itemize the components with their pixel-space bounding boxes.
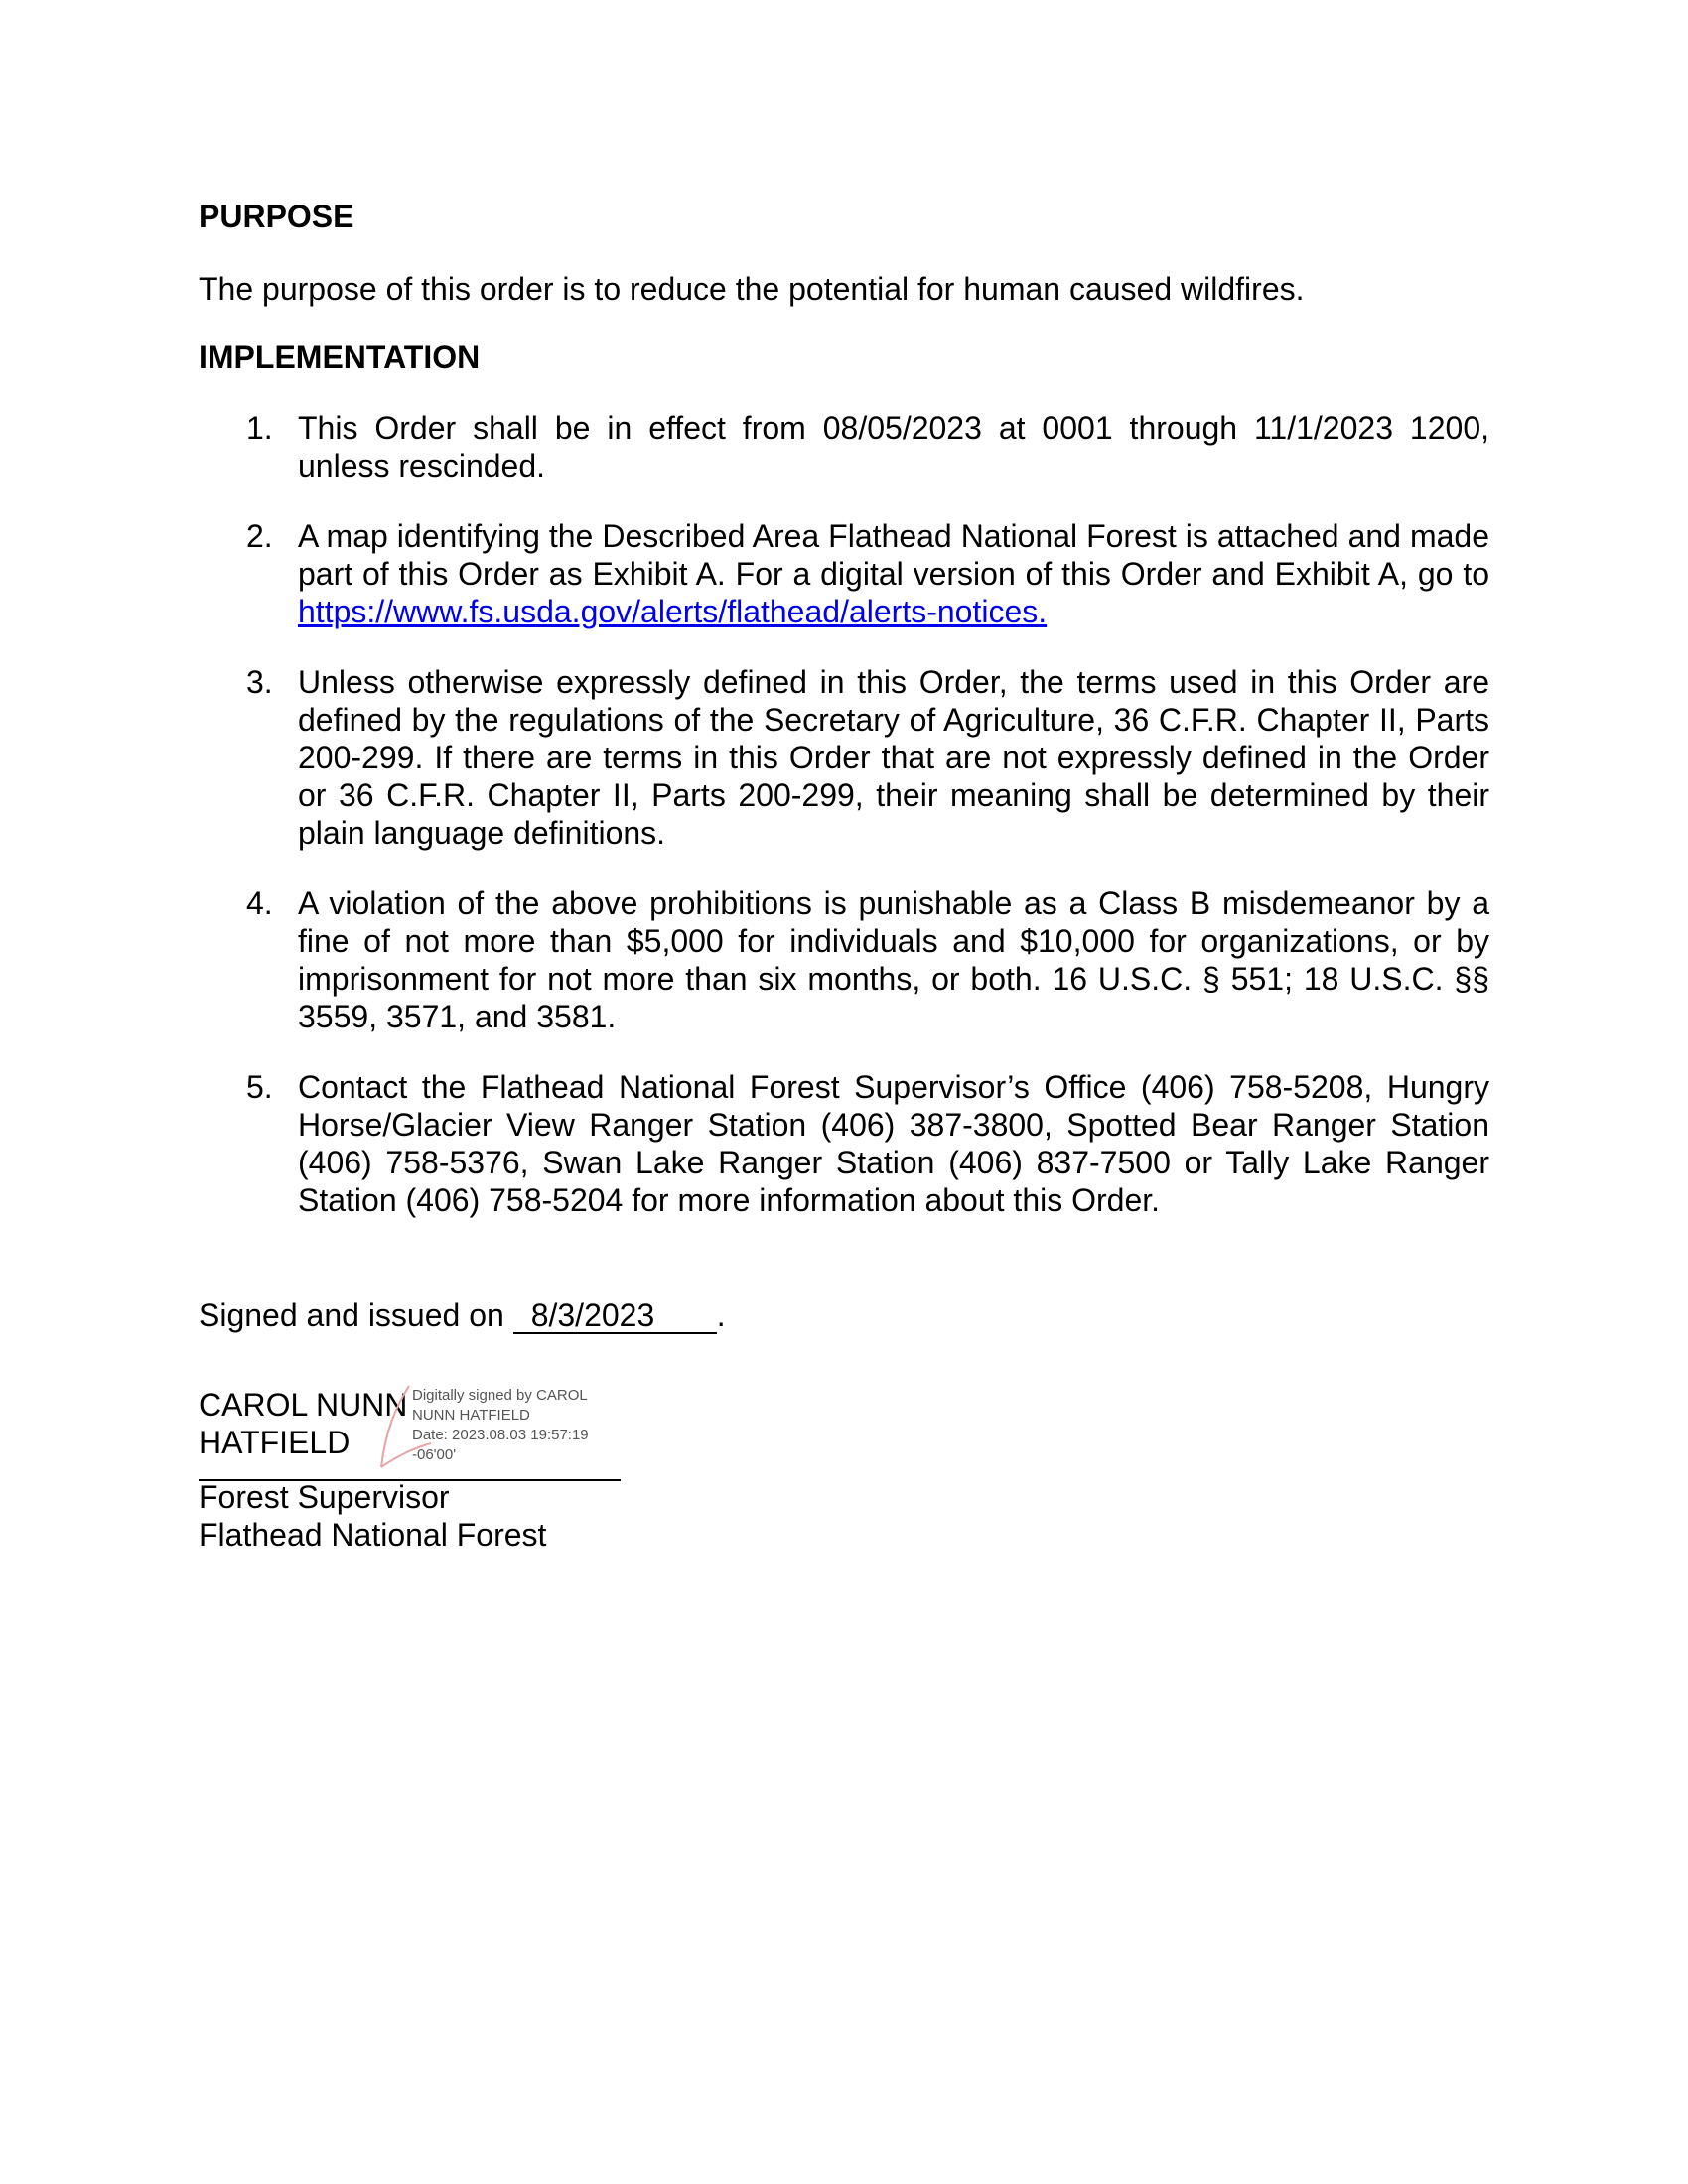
signer-title-block	[199, 1478, 546, 1554]
list-item-number: 4.	[246, 886, 273, 921]
implementation-heading: IMPLEMENTATION	[199, 340, 481, 375]
signed-label: Signed and issued on	[199, 1297, 504, 1333]
signer-name-line2: HATFIELD	[199, 1425, 351, 1460]
list-item-text: Contact the Flathead National Forest Supervisor’s Office (406) 758-5208, Hungry Horse/Glacier View Ranger Station (406) 387-3800, Spotted Bear Ranger Station (406) 758-5376, Swan Lake Ranger Station (406) 837-7500 or Tally Lake Ranger Station (406) 758-5204 for more information about this Order.	[298, 1069, 1489, 1218]
digital-signature-line1: Digitally signed by CAROL	[412, 1387, 588, 1404]
signer-name-line1: CAROL NUNN	[199, 1387, 408, 1423]
signed-suffix: .	[716, 1297, 726, 1333]
purpose-text: The purpose of this order is to reduce the potential for human caused wildfires.	[199, 271, 1305, 307]
list-item-text: A map identifying the Described Area Flathead National Forest is attached and made part of this Order as Exhibit A. For a digital version of this Order and Exhibit A, go to	[298, 518, 1489, 592]
list-item-number: 5.	[246, 1069, 273, 1105]
signed-issued-line	[199, 1297, 726, 1334]
list-item-number: 3.	[246, 664, 273, 700]
list-item	[199, 1068, 1489, 1219]
list-item-text: Unless otherwise expressly defined in this Order, the terms used in this Order are defined by the regulations of the Secretary of Agriculture, 36 C.F.R. Chapter II, Parts 200-299. If there are terms in this Order that are not expressly defined in the Order or 36 C.F.R. Chapter II, Parts 200-299, their meaning shall be determined by their plain language definitions.	[298, 664, 1489, 851]
signed-date: 8/3/2023	[513, 1298, 717, 1334]
list-item	[199, 663, 1489, 852]
digital-signature-line3: Date: 2023.08.03 19:57:19	[412, 1427, 589, 1443]
digital-signature-details	[412, 1386, 626, 1465]
digital-signature-line2: NUNN HATFIELD	[412, 1407, 530, 1424]
purpose-heading: PURPOSE	[199, 199, 354, 234]
list-item-text: This Order shall be in effect from 08/05/2023 at 0001 through 11/1/2023 1200, unless rescinded.	[298, 410, 1489, 483]
digital-signature-line4: -06'00'	[412, 1446, 457, 1463]
list-item	[199, 517, 1489, 630]
signer-title: Forest Supervisor	[199, 1479, 450, 1515]
list-item	[199, 409, 1489, 484]
list-item	[199, 885, 1489, 1035]
alerts-notices-link[interactable]: https://www.fs.usda.gov/alerts/flathead/alerts-notices.	[298, 594, 1048, 629]
list-item-number: 1.	[246, 410, 273, 446]
signer-organization: Flathead National Forest	[199, 1517, 547, 1553]
implementation-list	[199, 409, 1489, 1252]
list-item-number: 2.	[246, 518, 273, 554]
list-item-text: A violation of the above prohibitions is punishable as a Class B misdemeanor by a fine of not more than $5,000 for individuals and $10,000 for organizations, or by imprisonment for not more than six months, or both. 16 U.S.C. § 551; 18 U.S.C. §§ 3559, 3571, and 3581.	[298, 886, 1489, 1034]
signature-block	[199, 1386, 621, 1481]
